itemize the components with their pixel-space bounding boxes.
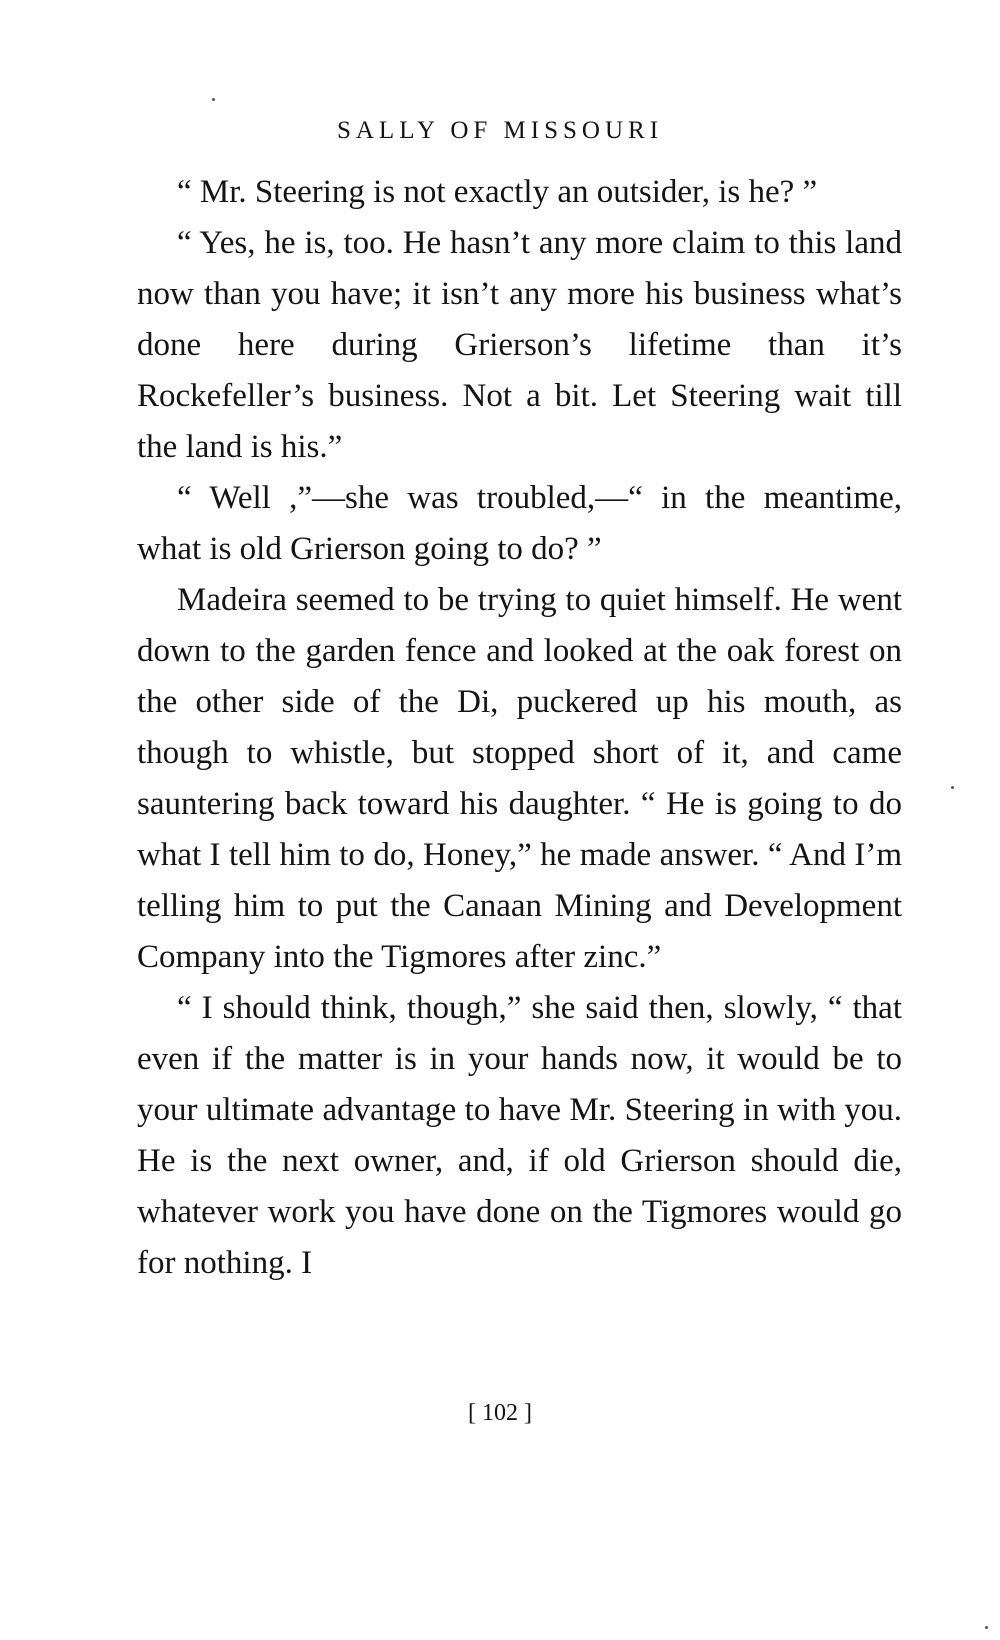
- paragraph-1: “ Mr. Steering is not exactly an outsider, is he? ”: [177, 174, 818, 210]
- page-number: [ 102 ]: [468, 1400, 532, 1426]
- ink-speck: [951, 786, 954, 789]
- ink-speck: [212, 98, 215, 101]
- paragraph-5: “ I should think, though,” she said then, slowly, “ that even if the matter is in your hands now, it would be to your ultimate advantage to have Mr. Steering in with you. He is the next owner, and, if old Grierson should die, whatever work you have done on the Tigmores would go for nothing. I: [137, 990, 902, 1281]
- running-head: SALLY OF MISSOURI: [336, 117, 664, 144]
- body-text: [137, 167, 902, 1289]
- paragraph-2: “ Yes, he is, too. He hasn’t any more claim to this land now than you have; it isn’t any more his business what’s done here during Grierson’s lifetime than it’s Rockefeller’s business. Not a bit. Let Steering wait till the land is his.”: [137, 225, 902, 465]
- ink-speck: [985, 1626, 988, 1629]
- paragraph-4: Madeira seemed to be trying to quiet himself. He went down to the garden fence and looked at the oak forest on the other side of the Di, puckered up his mouth, as though to whistle, but stopped short of it, and came sauntering back toward his daughter. “ He is going to do what I tell him to do, Honey,” he made answer. “ And I’m telling him to put the Canaan Mining and Development Company into the Tigmores after zinc.”: [137, 582, 902, 975]
- paragraph-3: “ Well ,”—she was troubled,—“ in the meantime, what is old Grierson going to do? ”: [137, 480, 902, 567]
